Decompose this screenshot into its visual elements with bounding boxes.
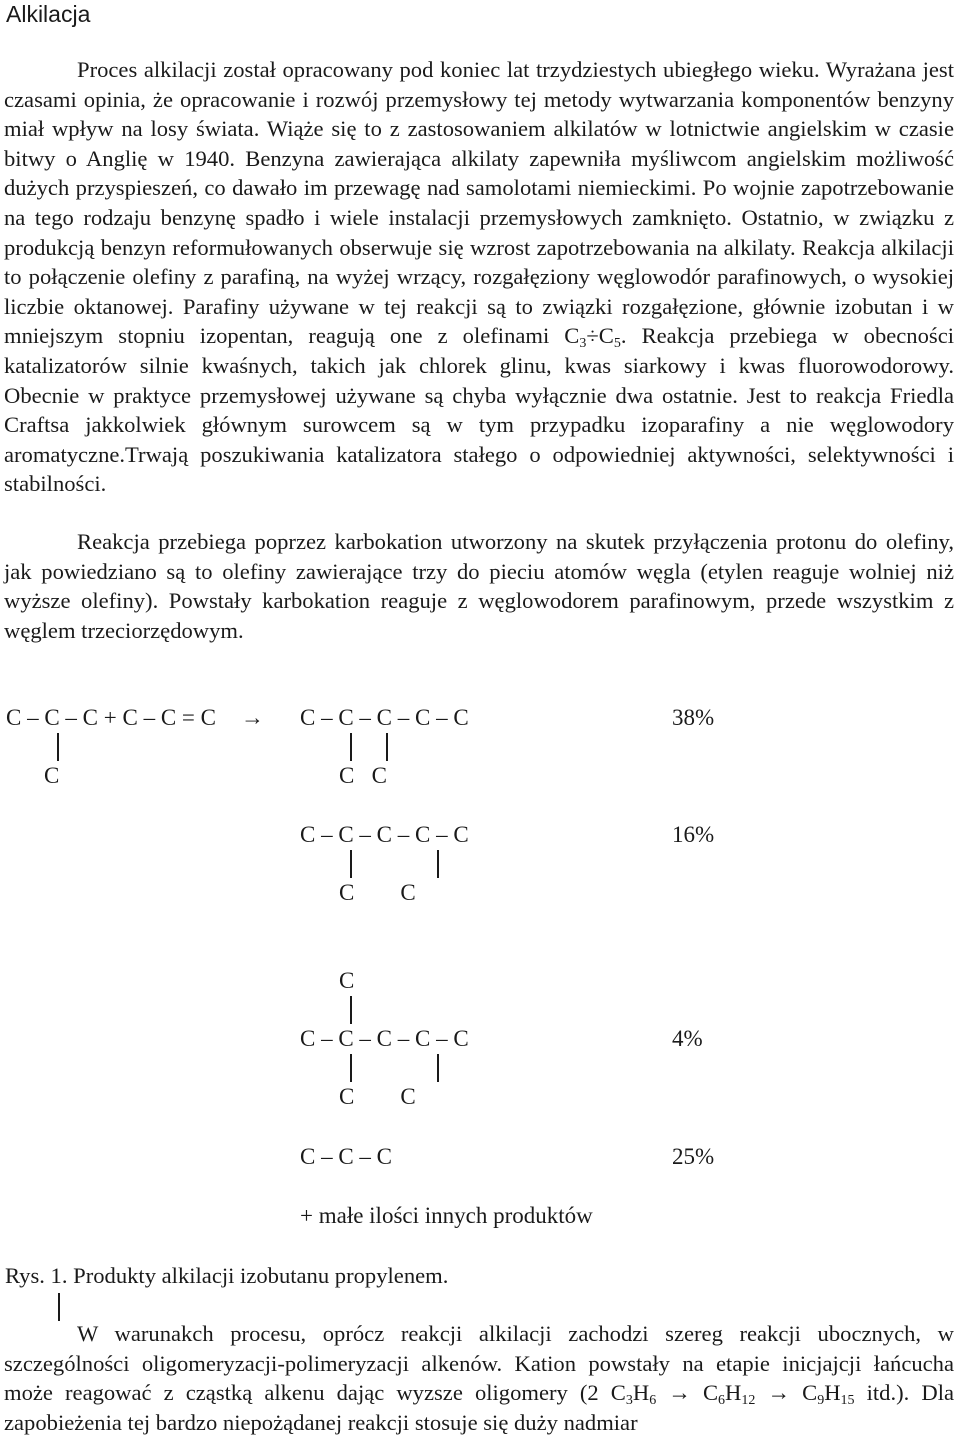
product-2-bond-b xyxy=(437,850,439,878)
product-1-bond-b xyxy=(386,733,388,761)
paragraph-intro-text: Proces alkilacji został opracowany pod koniec lat trzydziestych ubiegłego wieku. Wyrażana jest czasami opinia, że opracowanie i rozwój przemysłowy tej metody wytwarzania komponentów benzyny miał wpływ na losy świata. Wiąże się to z zastosowaniem alkilatów w lotnictwie angielskim w czasie bitwy o Anglię w 1940. Benzyna zawierająca alkilaty zapewniła myśliwcom angielskim możliwość dużych przyspieszeń, co dawało im przewagę nad samolotami niemieckimi. Po wojnie zapotrzebowanie na tego rodzaju benzynę spadło i wiele instalacji przemysłowych zamknięto. Ostatnio, w związku z produkcją benzyn reformułowanych obserwuje się wzrost zapotrzebowania na alkilaty. Reakcja alkilacji to połączenie olefiny z parafiną, na wyżej wrzący, rozgałęziony węglowodór parafinowych, o wysokiej liczbie oktanowej. Parafiny używane w tej reakcji są to związki rozgałęzione, głównie izobutan i w mniejszym stopniu izopentan, reagują one z olefinami $C_3\div C_5$. Reakcja przebiega w obecności katalizatorów silnie kwaśnych, takich jak chlorek glinu, kwas siarkowy i kwas fluorowodorowy. Obecnie w praktyce przemysłowej używane są chyba wyłącznie dwa ostatnie. Jest to reakcja Friedla Craftsa jakkolwiek głównym surowcem są w tym przypadku izoparafiny a nie węglowodory aromatyczne.Trwają poszukiwania katalizatora stałego o odpowiedniej aktywności, selektywności i stabilności. xyxy=(4,57,954,497)
product-1-branches: C C xyxy=(339,763,387,788)
product-2-chain: C – C – C – C – C xyxy=(300,822,469,847)
product-1-chain: C – C – C – C – C xyxy=(300,705,469,730)
product-1-bond-a xyxy=(350,733,352,761)
product-3-bond-top xyxy=(350,996,352,1024)
minor-products: + małe ilości innych produktów xyxy=(300,1203,593,1228)
paragraph-side-reactions-text: W warunakch procesu, oprócz reakcji alkilacji zachodzi szereg reakcji ubocznych, w szczególności oligomeryzacji-polimeryzacji alkenów. Kation powstały na etapie inicjajcji łańcucha może reagować z cząstką alkenu dając wyzsze oligomery (2 $C_3H_6 \to C_6H_{12} \to C_9H_{15}$ itd.). Dla zapobieżenia tej bardzo niepożądanej reakcji stosuje się duży nadmiar xyxy=(4,1321,955,1435)
product-3-branches: C C xyxy=(339,1084,416,1109)
figure-caption: Rys. 1. Produkty alkilacji izobutanu propylenem. xyxy=(5,1263,449,1288)
paragraph-mechanism-text: Reakcja przebiega poprzez karbokation utworzony na skutek przyłączenia protonu do olefiny, jak powiedziano są to olefiny zawierające trzy do pieciu atomów węgla (etylen reaguje wolniej niż wyższe olefiny). Powstały karbokation reaguje z węglowodorem parafinowym, przede wszystkim z węglem trzeciorzędowym. xyxy=(4,529,954,643)
product-3-percent: 4% xyxy=(672,1026,703,1051)
reaction-arrow: → xyxy=(241,705,264,730)
reactant-branch: C xyxy=(44,763,60,788)
product-4-chain: C – C – C xyxy=(300,1144,393,1169)
reactant-chain: C – C – C + C – C = C xyxy=(6,705,216,730)
product-4-percent: 25% xyxy=(672,1144,715,1169)
product-2-percent: 16% xyxy=(672,822,715,847)
paragraph-side-reactions xyxy=(4,1319,954,1437)
product-3-top: C xyxy=(339,968,355,993)
product-2-branches: C C xyxy=(339,880,416,905)
page-title: Alkilacja xyxy=(6,1,91,27)
paragraph-intro xyxy=(4,55,954,499)
product-2-bond-a xyxy=(350,850,352,878)
product-3-bond-a xyxy=(350,1054,352,1082)
product-3-chain: C – C – C – C – C xyxy=(300,1026,469,1051)
paragraph-mechanism xyxy=(4,527,954,645)
product-3-bond-b xyxy=(437,1054,439,1082)
stray-bar xyxy=(58,1293,60,1321)
reactant-bond xyxy=(57,733,59,761)
product-1-percent: 38% xyxy=(672,705,715,730)
